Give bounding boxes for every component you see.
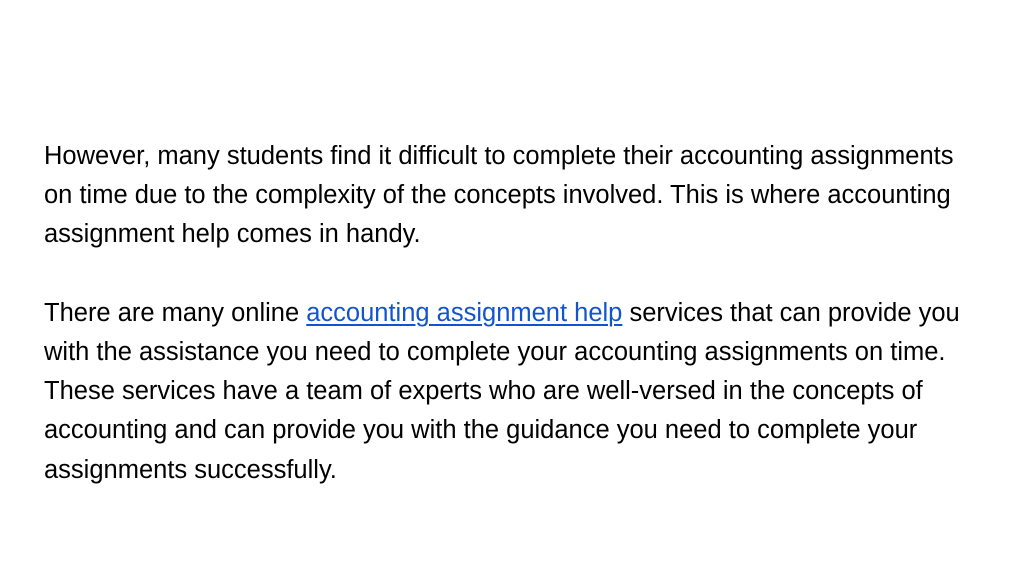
paragraph-2-rest: services that can provide you with the assistance you need to complete your accounting assignments on time. These services have a team of experts who are well-versed in the concepts of accounting and can provide you with the guidance you need to complete your assignments successfully. xyxy=(44,298,960,484)
paragraph-2 xyxy=(44,294,984,490)
paragraph-2-intro: There are many online xyxy=(44,298,307,327)
accounting-assignment-help-link[interactable]: accounting assignment help xyxy=(306,298,623,327)
paragraph-1: However, many students find it difficult to complete their accounting assignments on time due to the complexity of the concepts involved. This is where accounting assignment help comes in handy. xyxy=(44,142,954,249)
text-block xyxy=(44,137,984,490)
